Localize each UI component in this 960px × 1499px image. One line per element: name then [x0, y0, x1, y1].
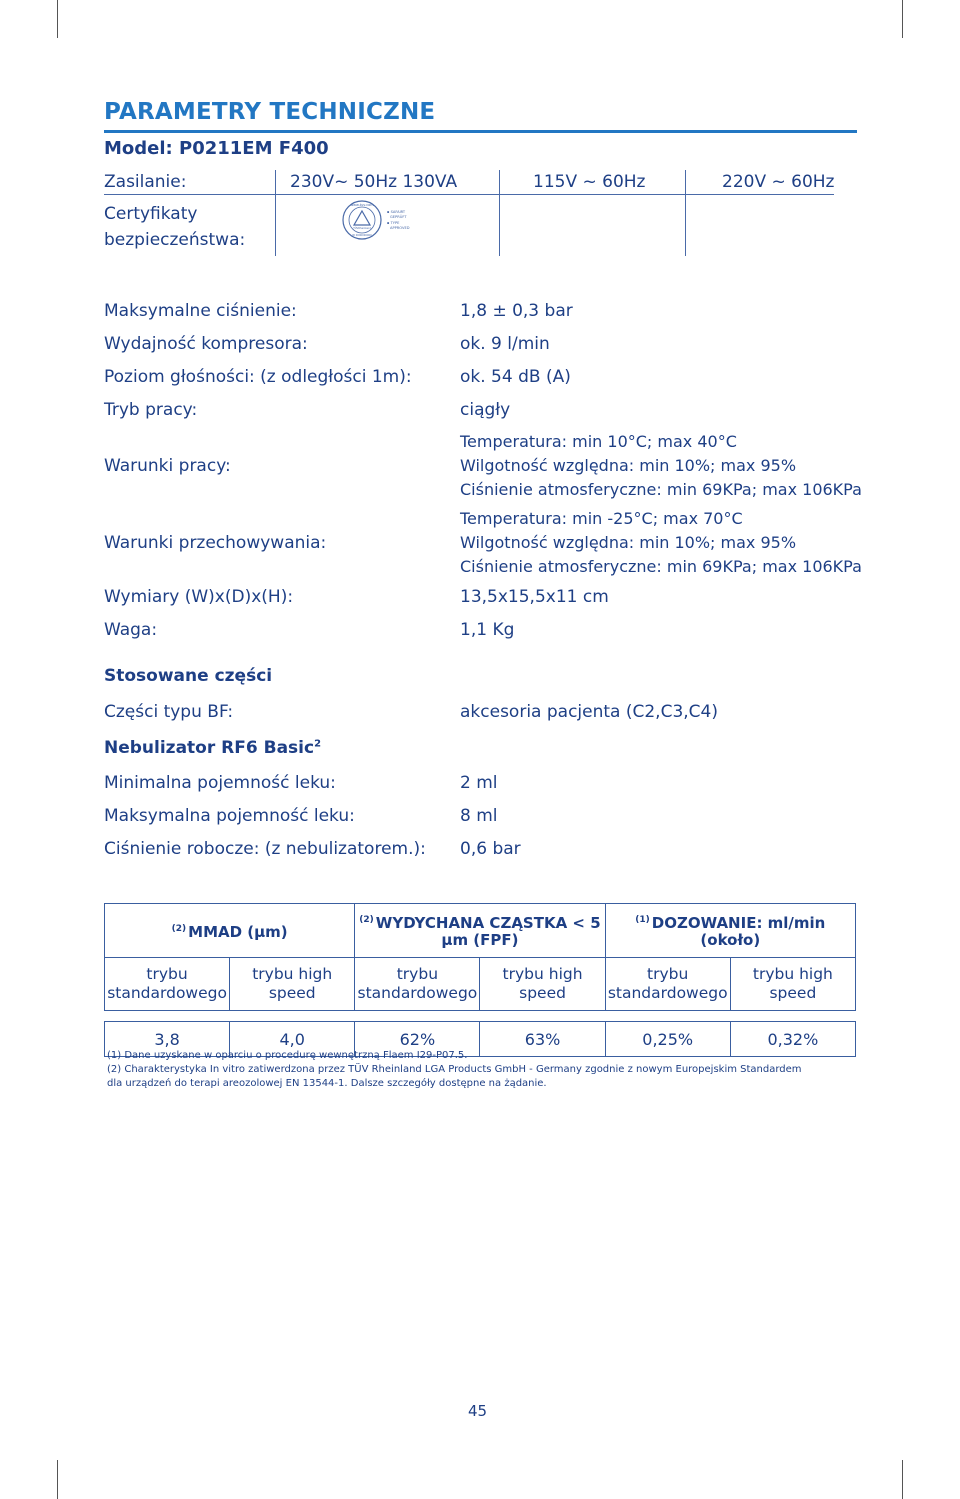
dimensions-value: 13,5x15,5x11 cm: [460, 587, 609, 607]
weight-label: Waga:: [104, 620, 158, 640]
title-divider: [104, 130, 857, 133]
table-subheader: trybu standardowego: [105, 958, 230, 1011]
applied-parts-heading: Stosowane części: [104, 666, 273, 686]
nebulizer-value: 0,6 bar: [460, 839, 521, 859]
spec-label: Tryb pracy:: [104, 400, 198, 420]
storage-conditions-line: Ciśnienie atmosferyczne: min 69KPa; max 106KPa: [460, 557, 862, 576]
power-underline: [104, 194, 834, 195]
spec-label: Maksymalne ciśnienie:: [104, 301, 297, 321]
svg-text:APPROVED: APPROVED: [390, 226, 410, 230]
table-value: 62%: [355, 1022, 480, 1057]
footnote: (2) Charakterystyka In vitro zatiwerdzona przez TÜV Rheinland LGA Products GmbH - Germany zgodnie z nowym Europejskim Standardem: [107, 1064, 802, 1075]
table-header-dosing: $^{(1)}$ DOZOWANIE: ml/min (około): [605, 904, 855, 958]
storage-conditions-line: Temperatura: min -25°C; max 70°C: [460, 509, 743, 528]
table-value: 0,32%: [730, 1022, 855, 1057]
page-number: 45: [468, 1402, 488, 1420]
table-header-mmad: $^{(2)}$ MMAD (µm): [105, 904, 355, 958]
nebulizer-label: Ciśnienie robocze: (z nebulizatorem.):: [104, 839, 426, 859]
nebulizer-label: Minimalna pojemność leku:: [104, 773, 336, 793]
footnote: (1) Dane uzyskane w oparciu o procedurę wewnętrzną Flaem I29-P07.5.: [107, 1050, 468, 1061]
table-subheader: trybu high speed: [230, 958, 355, 1011]
crop-mark: [57, 0, 58, 38]
column-divider: [685, 170, 686, 256]
tuv-certification-logo: [340, 198, 430, 246]
table-value: 4,0: [230, 1022, 355, 1057]
spec-label: Poziom głośności: (z odległości 1m):: [104, 367, 412, 387]
weight-value: 1,1 Kg: [460, 620, 515, 640]
applied-parts-label: Części typu BF:: [104, 702, 234, 722]
table-subheader: trybu standardowego: [355, 958, 480, 1011]
working-conditions-line: Temperatura: min 10°C; max 40°C: [460, 432, 737, 451]
nebulizer-value: 2 ml: [460, 773, 498, 793]
working-conditions-line: Wilgotność względna: min 10%; max 95%: [460, 456, 797, 475]
svg-text:▪ TYPE: ▪ TYPE: [387, 221, 400, 225]
model-name: Model: P0211EM F400: [104, 138, 329, 159]
certs-label: Certyfikaty: [104, 204, 198, 224]
column-divider: [499, 170, 500, 256]
nebulizer-heading: Nebulizator RF6 Basic$^2$: [104, 738, 322, 758]
working-conditions-line: Ciśnienie atmosferyczne: min 69KPa; max 106KPa: [460, 480, 862, 499]
spec-value: 1,8 ± 0,3 bar: [460, 301, 573, 321]
table-subheader: trybu standardowego: [605, 958, 730, 1011]
spec-value: ciągły: [460, 400, 511, 420]
storage-conditions-line: Wilgotność względna: min 10%; max 95%: [460, 533, 797, 552]
svg-text:ID 0000000000: ID 0000000000: [352, 234, 372, 237]
spec-value: ok. 9 l/min: [460, 334, 550, 354]
applied-parts-value: akcesoria pacjenta (C2,C3,C4): [460, 702, 718, 722]
power-option: 115V ~ 60Hz: [533, 172, 646, 192]
crop-mark: [902, 0, 903, 38]
certs-label: bezpieczeństwa:: [104, 230, 246, 250]
table-header-fpf: $^{(2)}$ WYDYCHANA CZĄSTKA < 5 µm (FPF): [355, 904, 605, 958]
table-subheader: trybu high speed: [480, 958, 605, 1011]
nebulizer-value: 8 ml: [460, 806, 498, 826]
power-option: 220V ~ 60Hz: [722, 172, 835, 192]
spec-value: ok. 54 dB (A): [460, 367, 571, 387]
nebulizer-label: Maksymalna pojemność leku:: [104, 806, 355, 826]
table-spacer: [105, 1011, 856, 1022]
crop-mark: [902, 1460, 903, 1499]
svg-text:▪ SAFAIRT: ▪ SAFAIRT: [387, 210, 406, 214]
power-option: 230V~ 50Hz 130VA: [290, 172, 458, 192]
spec-label: Wydajność kompresora:: [104, 334, 308, 354]
working-conditions-label: Warunki pracy:: [104, 456, 231, 476]
column-divider: [275, 170, 276, 256]
storage-conditions-label: Warunki przechowywania:: [104, 533, 327, 553]
svg-text:GEPRÜFT: GEPRÜFT: [390, 215, 407, 219]
svg-text:www.tuv.com: www.tuv.com: [350, 203, 374, 207]
power-label: Zasilanie:: [104, 172, 187, 192]
table-value: 3,8: [105, 1022, 230, 1057]
table-value: 63%: [480, 1022, 605, 1057]
table-value: 0,25%: [605, 1022, 730, 1057]
crop-mark: [57, 1460, 58, 1499]
performance-table: [104, 903, 856, 1057]
footnote: dla urządzeń do terapi areozolowej EN 13544-1. Dalsze szczegóły dostępne na żądanie.: [107, 1078, 547, 1089]
table-subheader: trybu high speed: [730, 958, 855, 1011]
dimensions-label: Wymiary (W)x(D)x(H):: [104, 587, 294, 607]
svg-text:TÜVRheinland: TÜVRheinland: [353, 227, 371, 230]
page-title: PARAMETRY TECHNICZNE: [104, 99, 436, 125]
